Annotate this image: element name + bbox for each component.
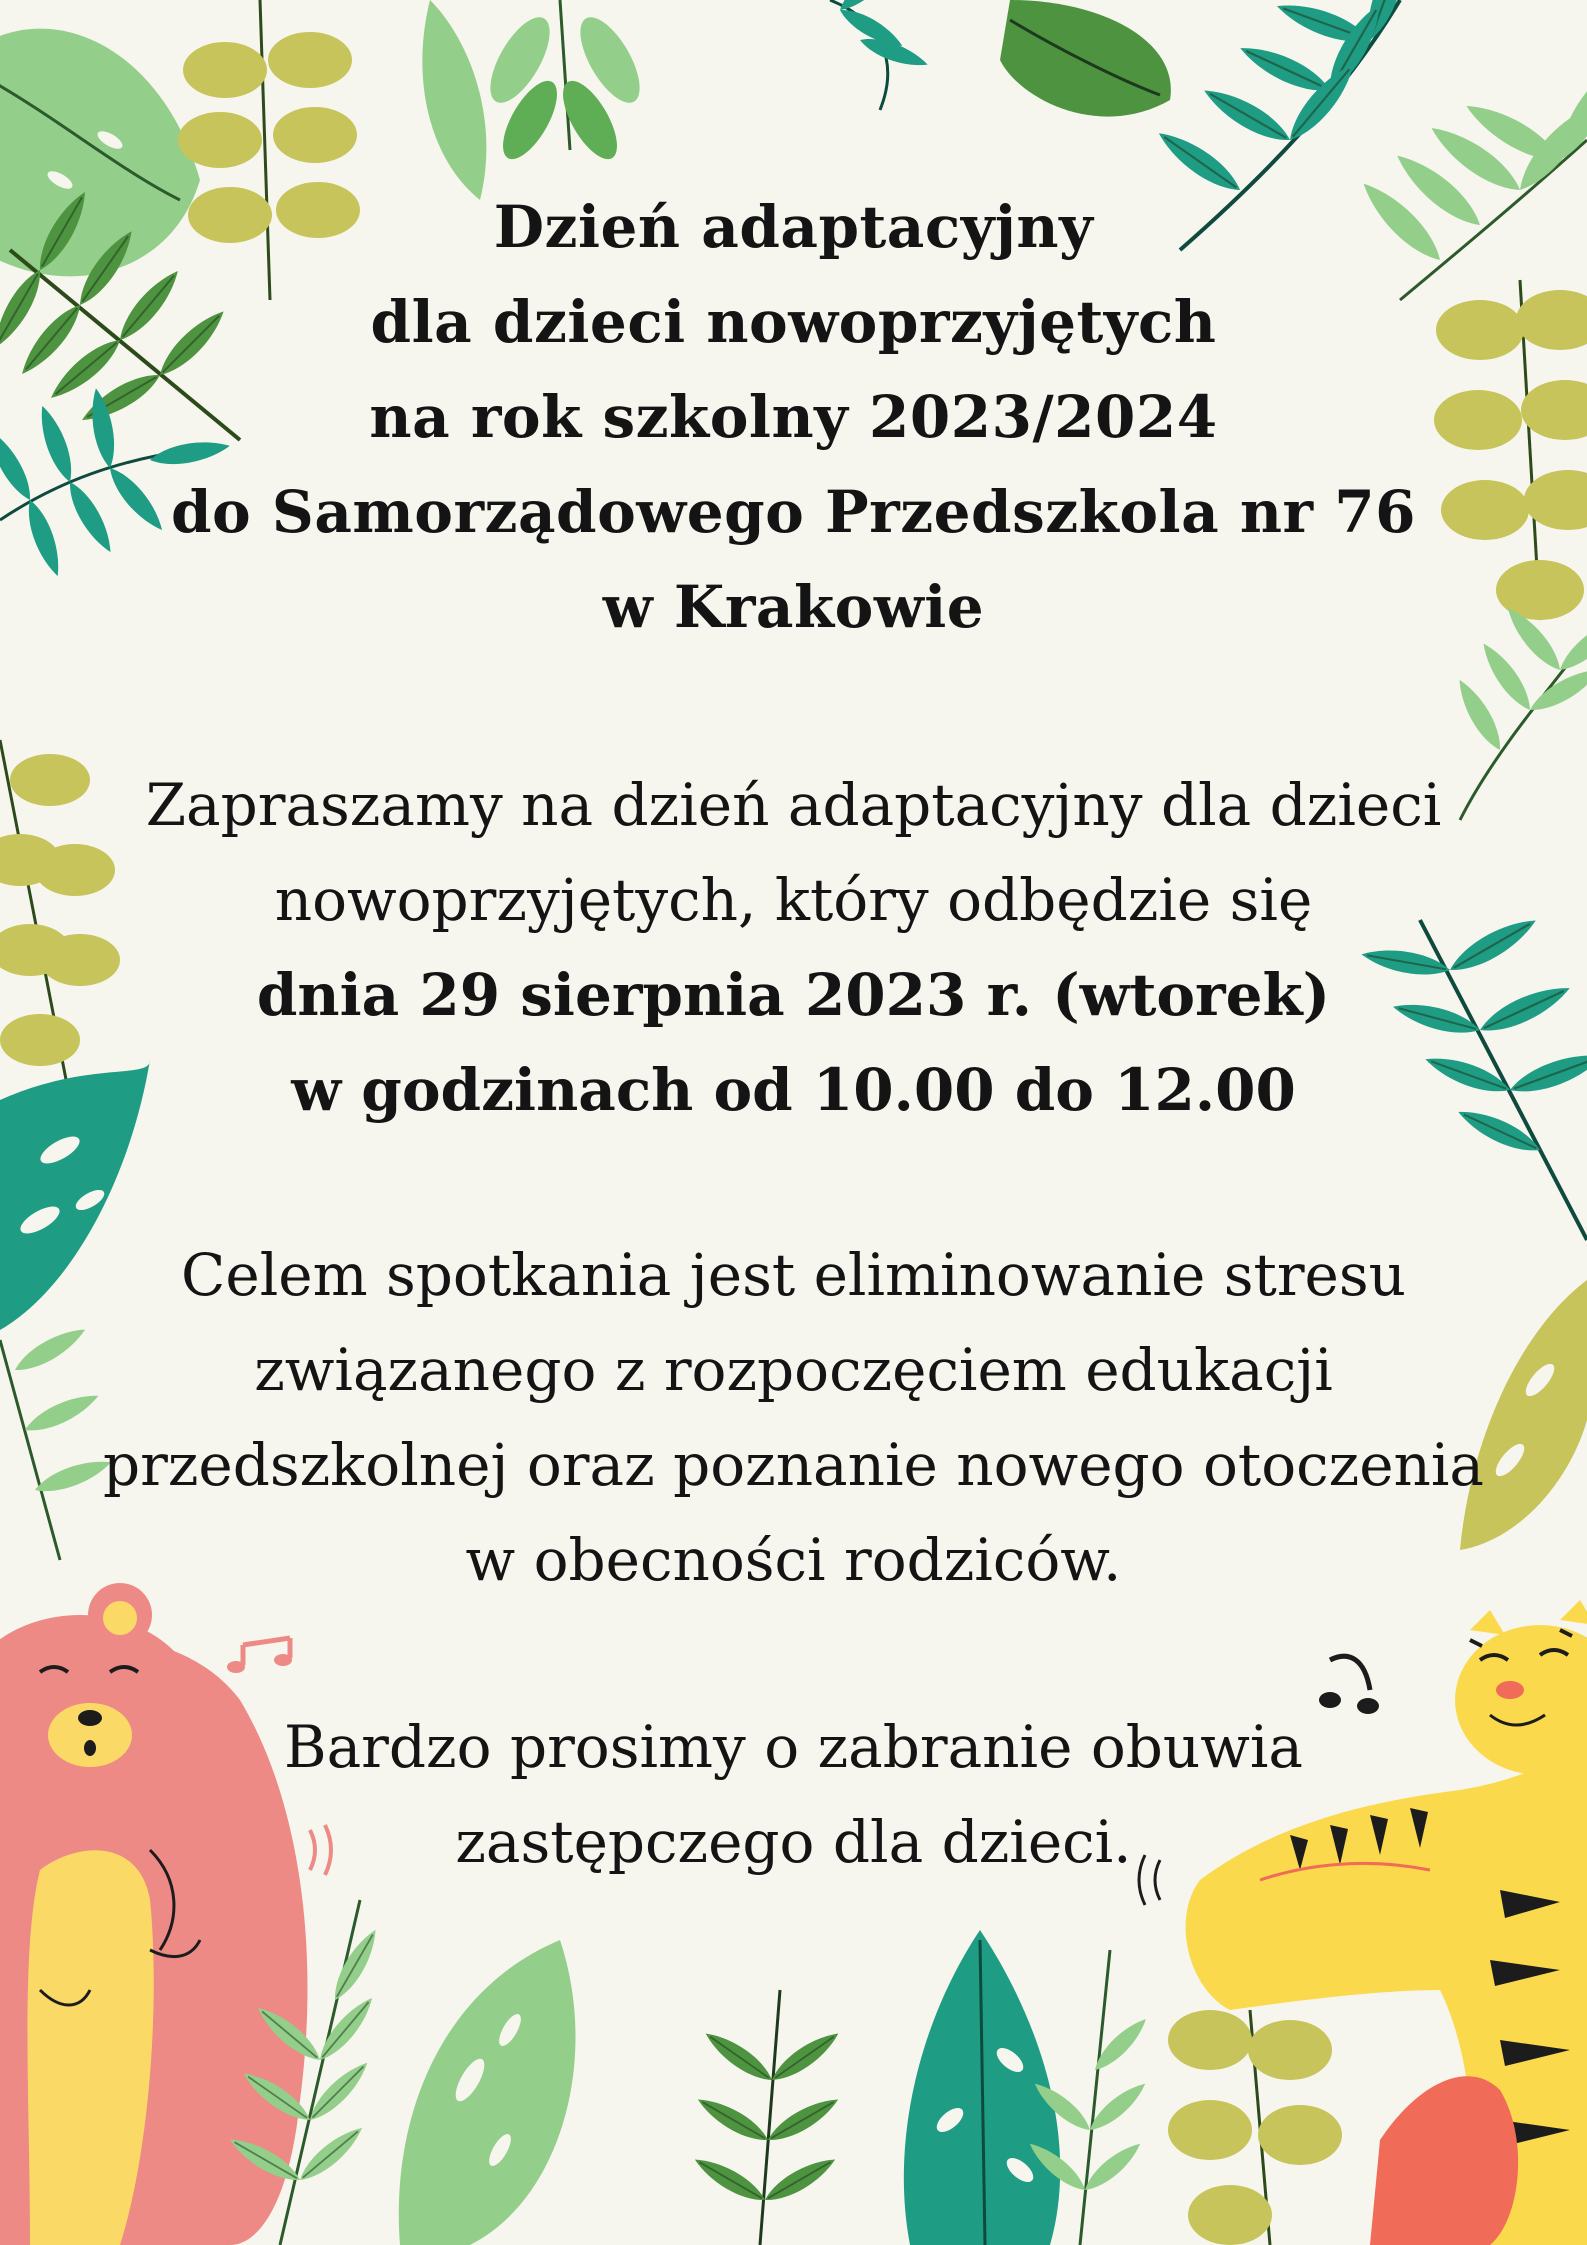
event-date: dnia 29 sierpnia 2023 r. (wtorek) [256, 961, 1331, 1029]
request-paragraph [40, 1700, 1547, 1890]
title-line: Dzień adaptacyjny [493, 193, 1094, 261]
invitation-paragraph [40, 758, 1547, 1138]
purpose-line: Celem spotkania jest eliminowanie stresu [181, 1241, 1406, 1309]
title-line: w Krakowie [602, 573, 985, 641]
title-line: do Samorządowego Przedszkola nr 76 [171, 478, 1416, 546]
purpose-line: przedszkolnej oraz poznanie nowego otoczenia [102, 1431, 1485, 1499]
invitation-line: nowoprzyjętych, który odbędzie się [274, 866, 1313, 934]
title-line: na rok szkolny 2023/2024 [369, 383, 1218, 451]
request-line: zastępczego dla dzieci. [455, 1808, 1132, 1876]
purpose-paragraph [40, 1228, 1547, 1608]
invitation-line: Zapraszamy na dzień adaptacyjny dla dzieci [145, 771, 1442, 839]
title-line: dla dzieci nowoprzyjętych [370, 288, 1217, 356]
purpose-line: w obecności rodziców. [465, 1526, 1122, 1594]
purpose-line: związanego z rozpoczęciem edukacji [254, 1336, 1333, 1404]
poster-title [40, 180, 1547, 655]
event-hours: w godzinach od 10.00 do 12.00 [291, 1056, 1296, 1124]
request-line: Bardzo prosimy o zabranie obuwia [283, 1713, 1304, 1781]
